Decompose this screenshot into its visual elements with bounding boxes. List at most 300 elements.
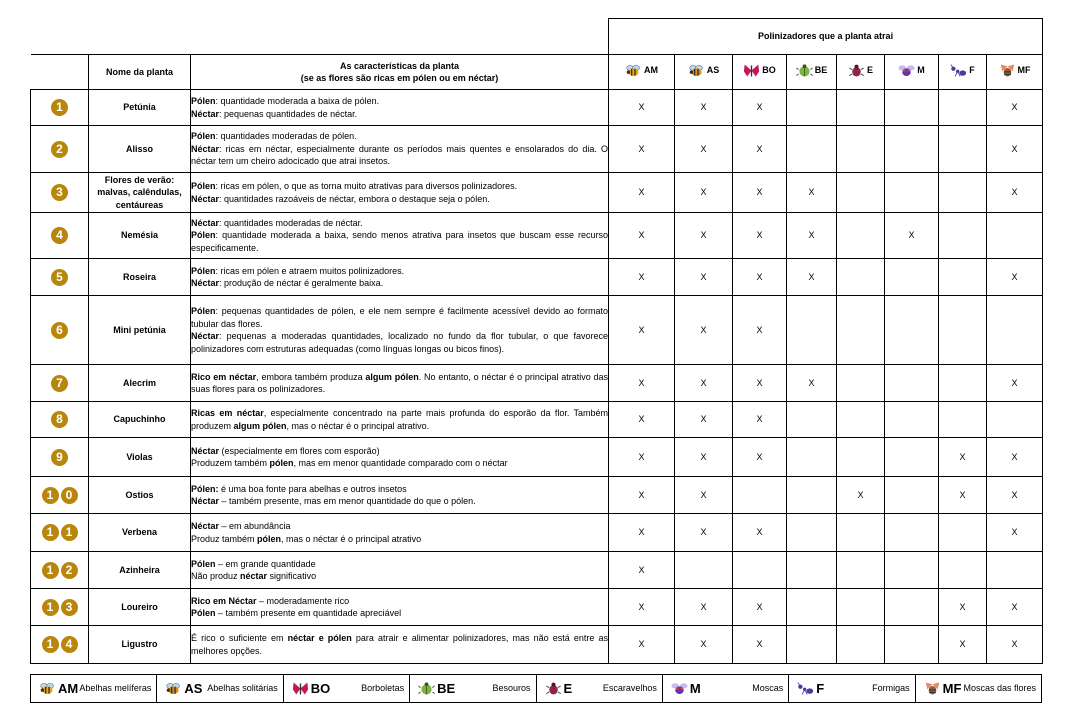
description-text: . No entanto, o néctar é o principal atrativo das suas flores para os polinizadores. <box>191 371 609 394</box>
legend-item-mf <box>915 675 1041 703</box>
description-line <box>191 483 608 496</box>
description-bold-text: néctar <box>240 571 268 581</box>
plant-description <box>191 552 609 589</box>
pollinator-header-bo <box>733 55 787 90</box>
description-text: : pequenas quantidades de pólen, e ele nem sempre é facilmente acessível devido ao formato tubular das flores. <box>191 306 609 329</box>
description-line <box>191 305 608 330</box>
mark-m <box>885 296 939 365</box>
mark-e <box>837 589 885 626</box>
header-blank <box>31 19 609 55</box>
plant-description <box>191 259 609 296</box>
legend-item-e <box>536 675 662 703</box>
mark-am: X <box>609 296 675 365</box>
plant-description <box>191 514 609 552</box>
row-number-digit: 1 <box>42 524 59 541</box>
plant-name: Mini petúnia <box>89 296 191 365</box>
fly-icon <box>671 681 688 696</box>
description-bold-text: Néctar <box>191 521 220 531</box>
description-text: : ricas em pólen e atraem muitos polinizadores. <box>215 265 405 276</box>
plant-name: Petúnia <box>89 90 191 126</box>
description-bold-text: Rico em Néctar <box>191 595 257 606</box>
pollinator-header-as <box>675 55 733 90</box>
pollinator-header-code: BE <box>814 65 828 75</box>
mark-am: X <box>609 477 675 514</box>
mark-e <box>837 552 885 589</box>
table-row <box>31 126 1043 173</box>
plant-name: Flores de verão: malvas, calêndulas, centáureas <box>89 173 191 213</box>
plant-name: Loureiro <box>89 589 191 626</box>
mark-m <box>885 514 939 552</box>
row-number <box>31 296 89 365</box>
pollinator-header-e <box>837 55 885 90</box>
legend-item-as <box>157 675 283 703</box>
description-text: , mas o néctar é o principal atrativo <box>281 533 422 544</box>
row-number-digit: 4 <box>51 227 68 244</box>
row-number-digit: 0 <box>61 487 78 504</box>
mark-as: X <box>675 90 733 126</box>
legend-name: Formigas <box>872 683 910 693</box>
mark-be: X <box>787 365 837 402</box>
mark-bo: X <box>733 438 787 477</box>
table-row <box>31 626 1043 664</box>
header-row-top <box>31 19 1043 55</box>
mark-f <box>939 365 987 402</box>
table-row <box>31 514 1043 552</box>
mark-be <box>787 402 837 438</box>
mark-as: X <box>675 589 733 626</box>
pollinator-header-code: E <box>867 65 874 75</box>
row-number <box>31 626 89 664</box>
mark-f <box>939 126 987 173</box>
mark-e <box>837 213 885 259</box>
description-text: : pequenas quantidades de néctar. <box>219 108 358 119</box>
mark-e <box>837 402 885 438</box>
header-row <box>31 55 1043 90</box>
description-text: significativo <box>267 571 317 581</box>
description-line <box>191 130 608 143</box>
ant-icon <box>797 681 814 696</box>
mark-am: X <box>609 365 675 402</box>
row-number-digit: 4 <box>61 636 78 653</box>
description-bold-text: Néctar <box>191 331 220 341</box>
honeybee-icon <box>39 681 56 696</box>
description-line <box>191 265 608 278</box>
description-text: (especialmente em flores com esporão) <box>219 445 380 456</box>
mark-e <box>837 365 885 402</box>
description-line <box>191 457 608 470</box>
mark-f <box>939 296 987 365</box>
row-number <box>31 90 89 126</box>
description-bold-text: Rico em néctar <box>191 371 257 382</box>
mark-be <box>787 477 837 514</box>
description-text: , mas em menor quantidade comparado com o néctar <box>293 458 508 468</box>
description-text: : quantidades razoáveis de néctar, embora o destaque seja o pólen. <box>219 193 490 204</box>
table-row <box>31 438 1043 477</box>
plant-description <box>191 626 609 664</box>
fly-icon <box>898 63 915 78</box>
mark-m <box>885 90 939 126</box>
solitary-bee-icon <box>688 63 705 78</box>
description-line <box>191 229 608 254</box>
mark-am: X <box>609 126 675 173</box>
characteristics-header-line1: As características da planta <box>339 60 460 71</box>
legend-name: Besouros <box>492 683 531 693</box>
description-bold-text: Pólen <box>191 558 216 569</box>
plant-description <box>191 365 609 402</box>
mark-as: X <box>675 259 733 296</box>
row-number-digit: 1 <box>42 599 59 616</box>
mark-e <box>837 296 885 365</box>
mark-as: X <box>675 438 733 477</box>
description-line <box>191 95 608 108</box>
legend-item-m <box>662 675 788 703</box>
description-text: Produzem também <box>191 458 270 468</box>
legend-code: MF <box>942 681 962 696</box>
mark-mf <box>987 402 1043 438</box>
row-number <box>31 173 89 213</box>
beetle-icon <box>796 63 813 78</box>
description-text: : produção de néctar é geralmente baixa. <box>219 278 384 288</box>
mark-bo: X <box>733 213 787 259</box>
mark-f: X <box>939 438 987 477</box>
table-row <box>31 173 1043 213</box>
mark-e <box>837 514 885 552</box>
description-text: , mas o néctar é o principal atrativo. <box>286 420 430 431</box>
row-number-digit: 9 <box>51 449 68 466</box>
mark-am: X <box>609 438 675 477</box>
mark-as: X <box>675 365 733 402</box>
mark-be <box>787 90 837 126</box>
mark-as <box>675 552 733 589</box>
description-text: Não produz <box>191 571 241 581</box>
mark-m <box>885 626 939 664</box>
mark-f: X <box>939 626 987 664</box>
legend-item-be <box>410 675 536 703</box>
mark-m <box>885 173 939 213</box>
description-text: É rico o suficiente em <box>191 633 288 643</box>
description-bold-text: Pólen: <box>191 483 219 494</box>
mark-m <box>885 365 939 402</box>
plant-name: Ligustro <box>89 626 191 664</box>
row-number <box>31 365 89 402</box>
butterfly-icon <box>743 63 760 78</box>
description-line <box>191 595 608 608</box>
mark-m <box>885 126 939 173</box>
row-number-digit: 2 <box>51 141 68 158</box>
mark-mf: X <box>987 90 1043 126</box>
legend-item-f <box>789 675 915 703</box>
description-bold-text: Pólen <box>191 131 216 142</box>
mark-be: X <box>787 213 837 259</box>
plant-name: Verbena <box>89 514 191 552</box>
mark-as: X <box>675 296 733 365</box>
description-text: – em abundância <box>219 521 291 531</box>
mark-mf <box>987 552 1043 589</box>
plant-name: Violas <box>89 438 191 477</box>
plant-name: Azinheira <box>89 552 191 589</box>
description-line <box>191 632 608 657</box>
description-bold-text: Pólen <box>191 96 216 106</box>
description-line <box>191 330 608 355</box>
description-bold-text: Pólen <box>191 230 216 241</box>
description-bold-text: Néctar <box>191 217 220 228</box>
description-line <box>191 108 608 121</box>
mark-e <box>837 126 885 173</box>
legend <box>30 674 1042 703</box>
butterfly-icon <box>292 681 309 696</box>
plant-description <box>191 296 609 365</box>
mark-be <box>787 514 837 552</box>
plant-description <box>191 126 609 173</box>
mark-as: X <box>675 477 733 514</box>
mark-m <box>885 589 939 626</box>
description-text: é uma boa fonte para abelhas e outros insetos <box>218 483 407 494</box>
description-line <box>191 217 608 230</box>
mark-am: X <box>609 213 675 259</box>
description-bold-text: Pólen <box>191 306 216 316</box>
mark-bo: X <box>733 626 787 664</box>
description-bold-text: Ricas em néctar <box>191 408 264 418</box>
legend-code: AM <box>58 681 79 696</box>
description-line <box>191 193 608 206</box>
table-row <box>31 402 1043 438</box>
mark-be <box>787 296 837 365</box>
table-row <box>31 477 1043 514</box>
mark-be: X <box>787 173 837 213</box>
plant-name: Capuchinho <box>89 402 191 438</box>
mark-bo: X <box>733 402 787 438</box>
description-line <box>191 495 608 508</box>
mark-as: X <box>675 514 733 552</box>
mark-e <box>837 626 885 664</box>
mark-m <box>885 552 939 589</box>
row-number-digit: 8 <box>51 411 68 428</box>
mark-as: X <box>675 213 733 259</box>
description-line <box>191 607 608 620</box>
pollinator-header-m <box>885 55 939 90</box>
mark-bo <box>733 552 787 589</box>
description-line <box>191 570 608 583</box>
hoverfly-icon <box>999 63 1016 78</box>
table-row <box>31 213 1043 259</box>
legend-item-bo <box>283 675 409 703</box>
description-line <box>191 407 608 432</box>
scarab-icon <box>545 681 562 696</box>
pollinator-header-code: M <box>917 65 925 75</box>
plant-description <box>191 477 609 514</box>
mark-mf <box>987 213 1043 259</box>
pollinator-table <box>30 18 1043 664</box>
description-text: : ricas em néctar, especialmente durante os períodos mais quentes e ensolarados do dia. O néctar tem um cheiro adocicado que atrai insetos. <box>191 143 609 167</box>
legend-name: Moscas das flores <box>963 683 1036 693</box>
description-bold-text: Pólen <box>191 608 216 618</box>
pollinator-header-code: AM <box>644 65 659 75</box>
description-bold-text: néctar e pólen <box>287 633 352 643</box>
row-number <box>31 213 89 259</box>
description-line <box>191 558 608 571</box>
pollinator-header-f <box>939 55 987 90</box>
mark-mf <box>987 296 1043 365</box>
mark-mf: X <box>987 365 1043 402</box>
mark-e <box>837 438 885 477</box>
description-bold-text: Néctar <box>191 193 220 204</box>
pollinator-header-am <box>609 55 675 90</box>
row-number-digit: 1 <box>51 99 68 116</box>
legend-code: BE <box>437 681 456 696</box>
pollinator-header-be <box>787 55 837 90</box>
row-number-digit: 3 <box>51 184 68 201</box>
description-line <box>191 143 608 168</box>
mark-am: X <box>609 514 675 552</box>
row-number <box>31 514 89 552</box>
description-text: : quantidade moderada a baixa de pólen. <box>215 96 380 106</box>
mark-mf: X <box>987 514 1043 552</box>
row-number <box>31 438 89 477</box>
description-text: : quantidade moderada a baixa, sendo menos atrativa para insetos que buscam esse recurso especificamente. <box>191 230 609 253</box>
description-line <box>191 277 608 290</box>
description-text: – também presente em quantidade apreciável <box>215 608 402 618</box>
plant-name: Roseira <box>89 259 191 296</box>
plant-description <box>191 438 609 477</box>
row-number-digit: 2 <box>61 562 78 579</box>
description-line <box>191 520 608 533</box>
scarab-icon <box>848 63 865 78</box>
pollinator-header-mf <box>987 55 1043 90</box>
legend-row <box>31 675 1042 703</box>
plant-name: Nemésia <box>89 213 191 259</box>
mark-e <box>837 90 885 126</box>
mark-bo: X <box>733 126 787 173</box>
description-line <box>191 371 608 396</box>
pollinators-title: Polinizadores que a planta atrai <box>609 19 1043 55</box>
description-bold-text: Néctar <box>191 278 220 288</box>
description-text: – moderadamente rico <box>256 595 350 606</box>
description-text: : pequenas a moderadas quantidades, localizado no fundo da flor tubular, o que favorece polinizadores com estruturas adequadas (como línguas longas ou bicos finos). <box>191 331 609 354</box>
row-number-digit: 1 <box>42 636 59 653</box>
mark-f: X <box>939 589 987 626</box>
table-row <box>31 90 1043 126</box>
mark-am: X <box>609 552 675 589</box>
description-bold-text: Pólen <box>191 265 216 276</box>
mark-as: X <box>675 402 733 438</box>
row-number-digit: 7 <box>51 375 68 392</box>
mark-as: X <box>675 626 733 664</box>
description-bold-text: algum pólen <box>365 371 419 382</box>
table-row <box>31 259 1043 296</box>
plant-name: Alecrim <box>89 365 191 402</box>
row-number <box>31 552 89 589</box>
plant-description <box>191 589 609 626</box>
mark-be: X <box>787 259 837 296</box>
row-number <box>31 402 89 438</box>
description-text: – em grande quantidade <box>215 558 316 569</box>
solitary-bee-icon <box>165 681 182 696</box>
mark-bo: X <box>733 90 787 126</box>
ant-icon <box>950 63 967 78</box>
number-column-header <box>31 55 89 90</box>
plant-description <box>191 402 609 438</box>
row-number <box>31 589 89 626</box>
plant-description <box>191 173 609 213</box>
mark-am: X <box>609 259 675 296</box>
table-row <box>31 589 1043 626</box>
mark-bo: X <box>733 259 787 296</box>
mark-mf: X <box>987 626 1043 664</box>
description-bold-text: pólen <box>269 458 294 468</box>
table-row <box>31 552 1043 589</box>
description-line <box>191 533 608 546</box>
description-text: , embora também produza <box>256 371 366 382</box>
beetle-icon <box>418 681 435 696</box>
legend-code: F <box>816 681 825 696</box>
mark-be <box>787 126 837 173</box>
table-row <box>31 365 1043 402</box>
legend-name: Borboletas <box>361 683 405 693</box>
mark-bo: X <box>733 365 787 402</box>
table-row <box>31 296 1043 365</box>
mark-be <box>787 438 837 477</box>
pollinator-header-code: MF <box>1017 65 1031 75</box>
description-bold-text: algum pólen <box>233 420 287 431</box>
mark-mf: X <box>987 589 1043 626</box>
plant-description <box>191 213 609 259</box>
mark-bo: X <box>733 589 787 626</box>
legend-code: M <box>689 681 701 696</box>
pollinator-header-code: AS <box>706 65 720 75</box>
mark-bo: X <box>733 296 787 365</box>
characteristics-header <box>191 55 609 90</box>
description-bold-text: Pólen <box>191 181 216 191</box>
legend-item-am <box>31 675 157 703</box>
mark-am: X <box>609 173 675 213</box>
mark-as: X <box>675 173 733 213</box>
mark-f <box>939 90 987 126</box>
mark-f <box>939 173 987 213</box>
pollinator-header-code: F <box>969 65 975 75</box>
legend-code: AS <box>184 681 203 696</box>
mark-f <box>939 514 987 552</box>
description-text: , especialmente concentrado na parte mais profunda do esporão da flor. Também produzem <box>191 408 609 431</box>
description-text: : quantidades moderadas de néctar. <box>219 217 363 228</box>
mark-f <box>939 402 987 438</box>
mark-as: X <box>675 126 733 173</box>
mark-m <box>885 477 939 514</box>
description-bold-text: Néctar <box>191 445 220 456</box>
honeybee-icon <box>625 63 642 78</box>
mark-f <box>939 213 987 259</box>
mark-am: X <box>609 402 675 438</box>
description-bold-text: pólen <box>257 533 282 544</box>
mark-be <box>787 552 837 589</box>
description-bold-text: Néctar <box>191 143 220 154</box>
description-line <box>191 180 608 193</box>
characteristics-header-line2: (se as flores são ricas em pólen ou em néctar) <box>300 73 499 83</box>
description-bold-text: Néctar <box>191 108 220 119</box>
plant-name: Ostios <box>89 477 191 514</box>
legend-name: Abelhas melíferas <box>79 683 152 693</box>
row-number <box>31 477 89 514</box>
legend-name: Escaravelhos <box>602 683 657 693</box>
mark-e <box>837 173 885 213</box>
plant-name: Alisso <box>89 126 191 173</box>
plant-description <box>191 90 609 126</box>
plant-name-header: Nome da planta <box>89 55 191 90</box>
row-number-digit: 6 <box>51 322 68 339</box>
mark-am: X <box>609 626 675 664</box>
row-number-digit: 1 <box>42 487 59 504</box>
pollinator-header-code: BO <box>762 65 776 75</box>
mark-f: X <box>939 477 987 514</box>
